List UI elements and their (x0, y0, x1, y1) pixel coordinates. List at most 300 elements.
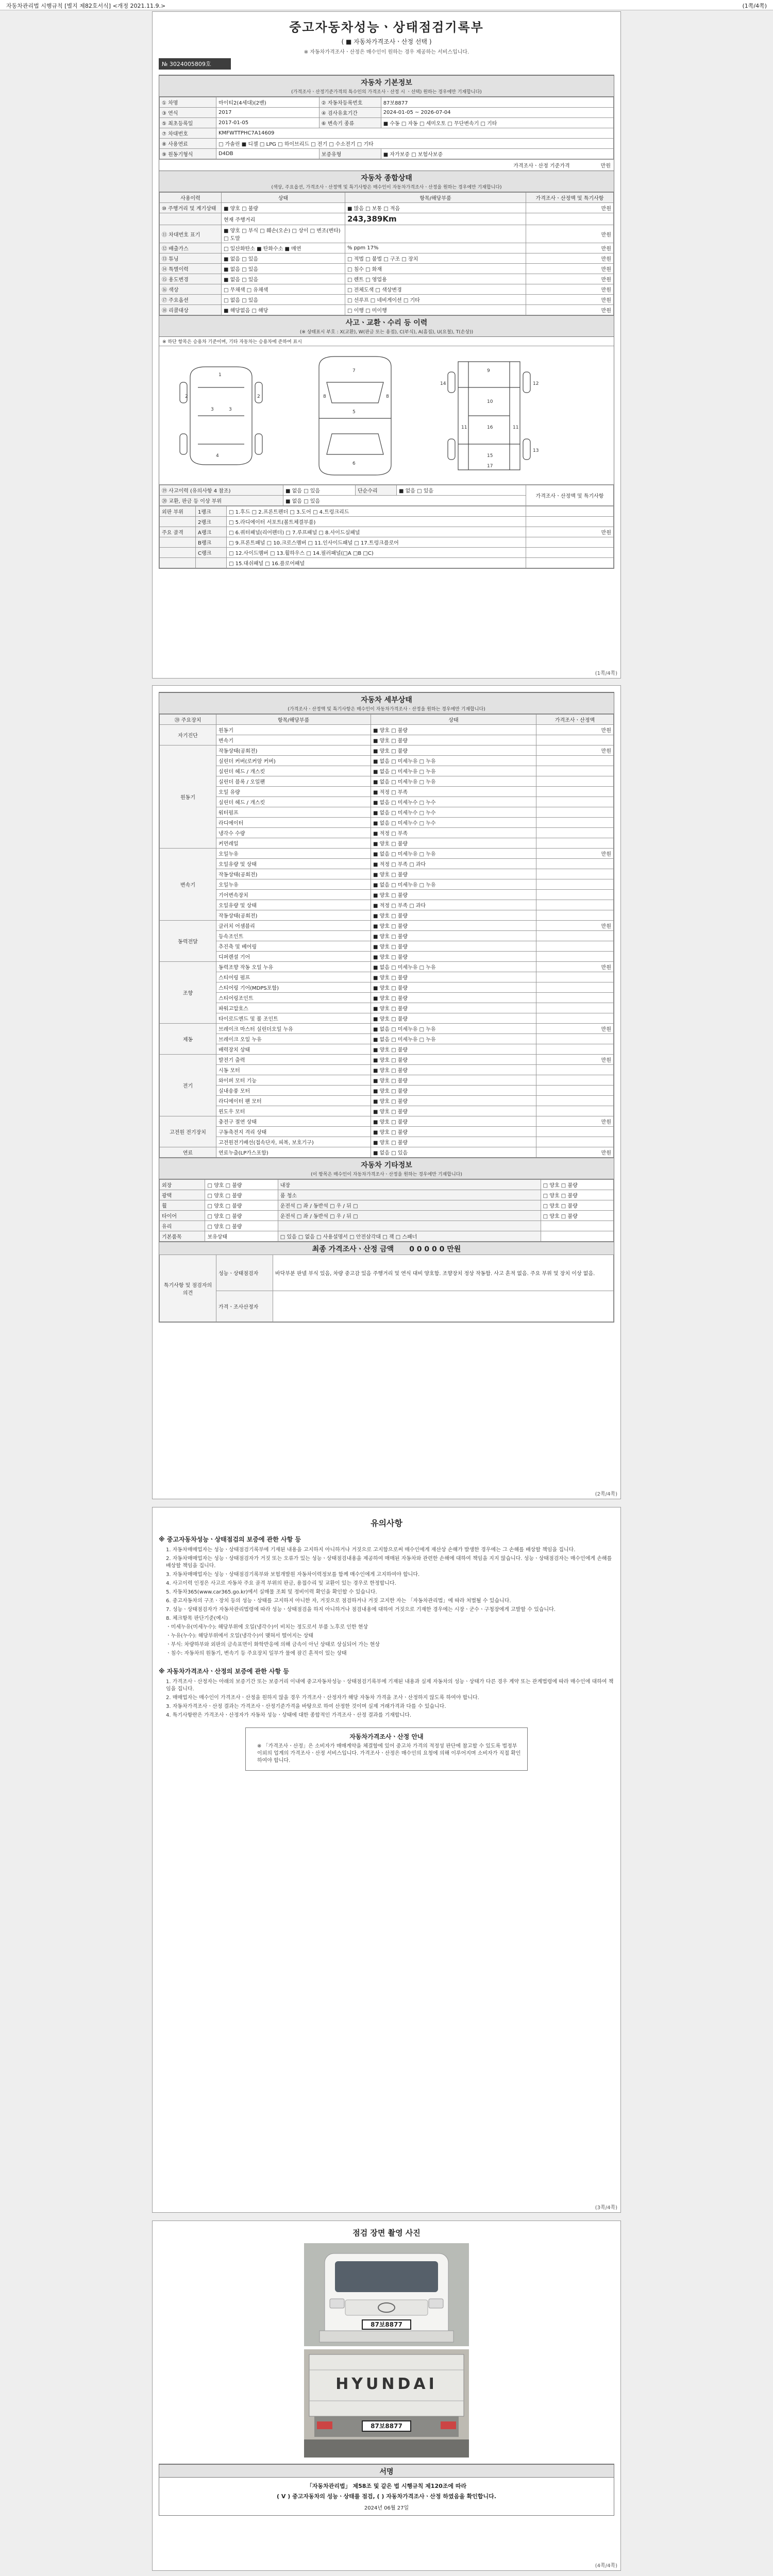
detail-part: 스티어링 펌프 (216, 972, 371, 982)
detail-group: 원동기 (160, 745, 216, 849)
detail-row (160, 1065, 614, 1075)
detail-row (160, 828, 614, 838)
rank-group: 주요 골격 (160, 527, 196, 537)
col-usage: 사용이력 (160, 193, 222, 203)
detail-price: 만원 (536, 1147, 614, 1158)
rank-items: □ 6.쿼터패널(리어펜더) □ 7.루프패널 □ 8.사이드실패널 (227, 527, 526, 537)
detail-price (536, 1034, 614, 1044)
detail-group: 고전원 전기장치 (160, 1116, 216, 1147)
page-4 (152, 2221, 621, 2571)
overall-price: 만원 (526, 305, 614, 315)
section-title-basic: 자동차 기본정보 (159, 75, 614, 88)
accident-note: ※ 하단 항목은 승용차 기준이며, 기타 자동차는 승용차에 준하여 표시 (162, 340, 302, 345)
detail-part: 오일유량 및 상태 (216, 900, 371, 910)
detail-price (536, 787, 614, 797)
rank-level: B랭크 (196, 537, 227, 548)
overall-item: ⑩ 주행거리 및 계기상태 (160, 203, 222, 213)
detail-row (160, 921, 614, 931)
svg-text:8: 8 (386, 394, 389, 399)
page-3 (152, 1507, 621, 2213)
detail-part: 추진축 및 베어링 (216, 941, 371, 952)
page-2 (152, 685, 621, 1499)
overall-detail (345, 225, 526, 243)
basic-label: ③ 연식 (160, 108, 216, 118)
detail-row (160, 910, 614, 921)
detail-price (536, 1044, 614, 1055)
overall-row (160, 274, 614, 284)
other-cell (541, 1231, 613, 1242)
detail-part: 라디에이터 (216, 818, 371, 828)
detail-status: ■ 양호 □ 불량 (371, 890, 536, 900)
rear-plate: 87보8877 (362, 2420, 411, 2432)
detail-part: 브레이크 오일 누유 (216, 1034, 371, 1044)
basic-value: □ 가솔린 ■ 디젤 □ LPG □ 하이브리드 □ 전기 □ 수소전기 □ 기타 (216, 139, 614, 149)
remarks-inspector-text: 바닥부분 판넬 부식 있음, 차량 중고감 있음 주행거리 및 연식 대비 양호함. 조향장치 정상 작동함. 사고 흔적 없음. 주요 부위 및 장치 이상 없음. (273, 1255, 614, 1291)
detail-part: 라디에이터 팬 모터 (216, 1096, 371, 1106)
detail-row (160, 725, 614, 735)
detail-price: 만원 (536, 1116, 614, 1127)
detail-status: ■ 양호 □ 불량 (371, 869, 536, 879)
detail-group: 변속기 (160, 849, 216, 921)
detail-price (536, 1106, 614, 1116)
svg-text:9: 9 (487, 368, 490, 374)
detail-part: 오일누유 (216, 879, 371, 890)
overall-item: ⑰ 주요옵션 (160, 295, 222, 305)
basic-row (160, 108, 614, 118)
svg-text:5: 5 (352, 410, 356, 415)
notice-section-2: ※ 자동차가격조사ㆍ산정의 보증에 관한 사항 등 (159, 1668, 289, 1675)
overall-row (160, 253, 614, 264)
svg-text:14: 14 (440, 381, 446, 386)
price-basis-label: 가격조사ㆍ산정 기준가격 (513, 163, 570, 169)
svg-text:2: 2 (185, 394, 188, 399)
car-outline-diagram (159, 346, 613, 485)
detail-part: 동력조향 작동 오일 누유 (216, 962, 371, 972)
document-title: 중고자동차성능ㆍ상태점검기록부 (289, 20, 484, 35)
overall-row (160, 305, 614, 315)
rank-items: □ 5.라디에이터 서포트(볼트체결부품) (227, 517, 526, 527)
parts-label: ⑳ 교환, 판금 등 이상 부위 (160, 496, 283, 506)
overall-state: ■ 없음 □ 있음 (222, 274, 345, 284)
notice-paragraph: 5. 자동차365(www.car365.go.kr)에서 실매물 조회 및 정비이력 확인을 확인할 수 있습니다. (166, 1589, 377, 1595)
overall-item: ⑱ 리콜대상 (160, 305, 222, 315)
overall-row (160, 225, 614, 243)
detail-row (160, 1075, 614, 1086)
detail-part: 구동축전지 격리 상태 (216, 1127, 371, 1137)
detail-part: 변속기 (216, 735, 371, 745)
rank-items: □ 12.사이드멤버 □ 13.휠하우스 □ 14.필러패널(□A □B □C) (227, 548, 526, 558)
overall-price: 만원 (526, 203, 614, 213)
mileage-spacer (160, 213, 222, 225)
overall-item: ⑭ 특별이력 (160, 264, 222, 274)
other-cell (541, 1221, 613, 1231)
detail-part: 타이로드엔드 및 볼 조인트 (216, 1013, 371, 1024)
basic-row (160, 118, 614, 128)
col-status: 상태 (371, 715, 536, 725)
col-price: 가격조사ㆍ산정액 및 특기사항 (526, 193, 614, 203)
svg-text:15: 15 (487, 453, 493, 459)
detail-part: 고전원전기배선(접속단자, 피복, 보호기구) (216, 1137, 371, 1147)
detail-status: ■ 양호 □ 불량 (371, 838, 536, 849)
detail-price (536, 776, 614, 787)
front-plate: 87보8877 (362, 2319, 411, 2330)
detail-price (536, 797, 614, 807)
detail-status: ■ 양호 □ 불량 (371, 725, 536, 735)
notice-paragraph: 1. 자동차매매업자는 성능ㆍ상태점검기록부에 기재된 내용을 고지하지 아니하거나 거짓으로 고지함으로써 매수인에게 재산상 손해가 발생한 경우에는 그 손해를 배상할 책임을 집니다. (166, 1547, 576, 1553)
sign-line-2: ( V ) 중고자동차의 성능ㆍ상태를 점검, ( ) 자동차가격조사ㆍ산정 하였음을 확인합니다. (277, 2493, 496, 2500)
overall-price: 만원 (526, 274, 614, 284)
col-amount: 가격조사ㆍ산정액 (536, 715, 614, 725)
detail-status: ■ 적정 □ 부족 (371, 787, 536, 797)
svg-text:4: 4 (216, 453, 219, 459)
page-number-2: (2쪽/4쪽) (595, 1492, 617, 1497)
detail-price (536, 1003, 614, 1013)
rank-price (526, 506, 614, 517)
remarks-label: 특기사항 및 점검자의 의견 (160, 1255, 216, 1322)
detail-part: 냉각수 수량 (216, 828, 371, 838)
col-detail: 항목/해당부품 (345, 193, 526, 203)
detail-status: ■ 양호 □ 불량 (371, 910, 536, 921)
detail-status: ■ 적정 □ 부족 □ 과다 (371, 859, 536, 869)
document-subtitle: ( ■ 자동차가격조사ㆍ산정 선택 ) (341, 38, 432, 45)
price-basis-value: 만원 (600, 163, 611, 169)
other-cell: □ 양호 □ 불량 (541, 1180, 613, 1190)
section-sub-detail: (가격조사ㆍ산정액 및 특기사항은 매수인이 자동차가격조사ㆍ산정을 원하는 경우에만 기재합니다) (159, 705, 614, 714)
photos-title: 점검 장면 촬영 사진 (352, 2228, 421, 2238)
page-number-4: (4쪽/4쪽) (595, 2563, 617, 2569)
detail-price: 만원 (536, 745, 614, 756)
mileage-label: 현재 주행거리 (222, 213, 345, 225)
basic-label-2: 보증유형 (319, 149, 381, 159)
detail-row (160, 982, 614, 993)
overall-price: 만원 (526, 253, 614, 264)
detail-status: ■ 양호 □ 불량 (371, 1003, 536, 1013)
detail-part: 실린더 커버(로커암 커버) (216, 756, 371, 766)
overall-item: ⑬ 튜닝 (160, 253, 222, 264)
rank-table (159, 506, 614, 568)
detail-price (536, 993, 614, 1003)
overall-detail: □ 침수 □ 화재 (345, 264, 526, 274)
detail-status: ■ 양호 □ 불량 (371, 1096, 536, 1106)
detail-row (160, 849, 614, 859)
detail-row (160, 900, 614, 910)
detail-status: ■ 없음 □ 미세누유 □ 누유 (371, 1024, 536, 1034)
overall-row (160, 203, 614, 213)
detail-price (536, 1127, 614, 1137)
notice-paragraph: 1. 가격조사ㆍ산정자는 아래의 보증기간 또는 보증거리 이내에 중고자동차성능ㆍ상태점검기록부에 기재된 내용과 실제 자동차의 성능ㆍ상태가 다른 경우 계약 또는 관계법령에 따라 매수인에 대하여 책임을 집니다. (166, 1679, 614, 1692)
detail-price: 만원 (536, 1024, 614, 1034)
overall-state: □ 없음 □ 있음 (222, 295, 345, 305)
other-cell: □ 양호 □ 불량 (205, 1180, 278, 1190)
detail-part: 배력장치 상태 (216, 1044, 371, 1055)
final-price-bar (159, 1242, 614, 1255)
detail-price (536, 818, 614, 828)
overall-item: ⑯ 색상 (160, 284, 222, 295)
document-note: ※ 자동차가격조사ㆍ산정은 매수인이 원하는 경우 제공하는 서비스입니다. (304, 49, 469, 55)
detail-row (160, 1096, 614, 1106)
rank-row (160, 537, 614, 548)
detail-status: ■ 없음 □ 미세누수 □ 누수 (371, 818, 536, 828)
section-sub-other: (이 항목은 매수인이 자동차가격조사ㆍ산정을 원하는 경우에만 기재합니다) (159, 1171, 614, 1179)
svg-text:8: 8 (323, 394, 326, 399)
overall-item: ⑮ 용도변경 (160, 274, 222, 284)
basic-label-2: ② 자동차등록번호 (319, 97, 381, 108)
parts-value: ■ 없음 □ 있음 (283, 496, 526, 506)
accident-table (159, 485, 614, 506)
detail-price (536, 1075, 614, 1086)
overall-row (160, 243, 614, 253)
basic-label-2: ④ 검사유효기간 (319, 108, 381, 118)
other-cell: 룸 청소 (278, 1190, 541, 1200)
overall-table (159, 192, 614, 315)
basic-value-2: ■ 자가보증 □ 보험사보증 (381, 149, 613, 159)
car-diagram (159, 346, 614, 485)
detail-price (536, 900, 614, 910)
rank-price (526, 548, 614, 558)
rank-items: □ 9.프론트패널 □ 10.크로스멤버 □ 11.인사이드패널 □ 17.트렁크플로어 (227, 537, 526, 548)
detail-price (536, 890, 614, 900)
notice-paragraph: 2. 매매업자는 매수인이 가격조사ㆍ산정을 원하지 않을 경우 가격조사ㆍ산정자가 해당 자동차 가격을 조사ㆍ산정하지 않도록 하여야 합니다. (166, 1695, 479, 1701)
svg-text:13: 13 (533, 448, 539, 453)
detail-price (536, 910, 614, 921)
col-device: ⑳ 주요장치 (160, 715, 216, 725)
other-cell: □ 양호 □ 불량 (541, 1200, 613, 1211)
svg-text:7: 7 (352, 368, 356, 374)
detail-status: ■ 없음 □ 미세누수 □ 누수 (371, 807, 536, 818)
detail-status: ■ 없음 □ 미세누유 □ 누유 (371, 879, 536, 890)
detail-row (160, 756, 614, 766)
notice-paragraph: 2. 자동차매매업자는 성능ㆍ상태점검자가 거짓 또는 오류가 있는 성능ㆍ상태점검내용을 제공하여 매매된 자동차와 관련한 손해에 대하여 책임을 지지 않습니다. 성능ㆍ상태점검자는 매수인에게 손해를 배상할 책임을 집니다. (166, 1556, 612, 1569)
overall-price: 만원 (526, 243, 614, 253)
detail-row (160, 1116, 614, 1127)
detail-status: ■ 양호 □ 불량 (371, 1044, 536, 1055)
basic-value-2: 2024-01-05 ~ 2026-07-04 (381, 108, 613, 118)
notice-paragraph: 3. 자동차매매업자는 성능ㆍ상태점검기록부와 보험개발원 자동차이력정보를 함께 매수인에게 고지하여야 합니다. (166, 1572, 420, 1578)
page-1 (152, 11, 621, 679)
detail-price (536, 879, 614, 890)
detail-price (536, 828, 614, 838)
page-number-3: (3쪽/4쪽) (595, 2205, 617, 2211)
detail-part: 작동상태(공회전) (216, 869, 371, 879)
rank-group (160, 517, 196, 527)
rear-photo (304, 2349, 469, 2458)
notice-paragraph: 7. 성능ㆍ상태점검자가 자동차관리법령에 따라 성능ㆍ상태점검을 하지 아니하거나 점검내용에 대하여 거짓으로 기재한 경우에는 시장ㆍ군수ㆍ구청장에게 고발할 수 있습니다. (166, 1607, 556, 1613)
detail-status: ■ 양호 □ 불량 (371, 1065, 536, 1075)
detail-part: 커먼레일 (216, 838, 371, 849)
detail-status: ■ 양호 □ 불량 (371, 1075, 536, 1086)
detail-part: 실린더 헤드 / 개스킷 (216, 797, 371, 807)
detail-row (160, 1024, 614, 1034)
detail-part: 충전구 절연 상태 (216, 1116, 371, 1127)
overall-price: 만원 (526, 225, 614, 243)
svg-text:1: 1 (219, 372, 222, 378)
notice-paragraph: ㆍ미세누유(미세누수): 해당부위에 오일(냉각수)이 비치는 정도로서 부품 노후로 인한 현상 (166, 1624, 368, 1630)
rank-row (160, 558, 614, 568)
detail-part: 오일 유량 (216, 787, 371, 797)
detail-price (536, 869, 614, 879)
detail-part: 연료누출(LP가스포함) (216, 1147, 371, 1158)
detail-status: ■ 양호 □ 불량 (371, 1106, 536, 1116)
rank-level: C랭크 (196, 548, 227, 558)
detail-part: 실내송풍 모터 (216, 1086, 371, 1096)
detail-part: 스티어링조인트 (216, 993, 371, 1003)
svg-text:6: 6 (352, 461, 356, 466)
detail-row (160, 879, 614, 890)
svg-text:2: 2 (257, 394, 260, 399)
detail-price (536, 1065, 614, 1075)
detail-row (160, 962, 614, 972)
detail-price (536, 838, 614, 849)
col-part: 항목/해당부품 (216, 715, 371, 725)
sign-date: 2024년 06월 27일 (364, 2505, 409, 2511)
detail-part: 실린더 블록 / 오일팬 (216, 776, 371, 787)
detail-row (160, 776, 614, 787)
detail-status: ■ 없음 □ 미세누유 □ 누유 (371, 756, 536, 766)
other-cell: □ 양호 □ 불량 (205, 1200, 278, 1211)
detail-status: ■ 양호 □ 불량 (371, 745, 536, 756)
rank-items: □ 15.대쉬패널 □ 16.플로어패널 (227, 558, 526, 568)
detail-status: ■ 양호 □ 불량 (371, 921, 536, 931)
detail-row (160, 1106, 614, 1116)
form-topbar (0, 0, 773, 10)
svg-text:3: 3 (211, 407, 214, 412)
appraisal-guide-text: ※ 「가격조사ㆍ산정」은 소비자가 매매계약을 체결함에 있어 중고차 가격의 적정성 판단에 참고할 수 있도록 법정부 이외의 업계의 가격조사ㆍ산정 서비스입니다. 가격조사ㆍ산정은 매수인의 요청에 의해 이루어지며 소비자가 직접 확인하여야 합니다. (257, 1743, 521, 1764)
other-row (160, 1211, 614, 1221)
front-photo (304, 2243, 469, 2346)
detail-part: 클러치 어셈블리 (216, 921, 371, 931)
detail-row (160, 993, 614, 1003)
rank-level (196, 558, 227, 568)
detail-part: 작동상태(공회전) (216, 910, 371, 921)
detail-row (160, 1137, 614, 1147)
detail-part: 워터펌프 (216, 807, 371, 818)
accident-history-value: ■ 없음 □ 있음 (283, 485, 356, 496)
detail-status: ■ 없음 □ 미세누유 □ 누유 (371, 962, 536, 972)
detail-status: ■ 양호 □ 불량 (371, 931, 536, 941)
detail-price (536, 931, 614, 941)
other-cell: □ 양호 □ 불량 (541, 1211, 613, 1221)
basic-label: ⑧ 사용연료 (160, 139, 216, 149)
remarks-inspector-label: 성능ㆍ상태점검자 (216, 1255, 273, 1291)
detail-part: 브레이크 마스터 실린더오일 누유 (216, 1024, 371, 1034)
detail-row (160, 797, 614, 807)
overall-row (160, 295, 614, 305)
overall-detail: % ppm 17% (345, 243, 526, 253)
detail-price: 만원 (536, 921, 614, 931)
overall-state: ■ 양호 □ 불량 (222, 203, 345, 213)
notice-paragraph: 6. 중고자동차의 구조ㆍ장치 등의 성능ㆍ상태를 고지하지 아니한 자, 거짓으로 점검하거나 거짓 고지한 자는 「자동차관리법」에 따라 처벌될 수 있습니다. (166, 1598, 511, 1604)
detail-part: 작동상태(공회전) (216, 745, 371, 756)
basic-label: ① 차명 (160, 97, 216, 108)
detail-part: 디퍼렌셜 기어 (216, 952, 371, 962)
detail-part: 오일누유 (216, 849, 371, 859)
other-cell: 유리 (160, 1221, 205, 1231)
detail-price (536, 766, 614, 776)
basic-label: ⑤ 최초등록일 (160, 118, 216, 128)
svg-text:16: 16 (487, 425, 493, 430)
section-sub-accident: (※ 상태표시 부호 : X(교환), W(판금 또는 용접), C(부식), A(흠집), U(요철), T(손상)) (159, 328, 614, 337)
other-cell: 기본품목 (160, 1231, 205, 1242)
final-price-title: 최종 가격조사ㆍ산정 금액 (312, 1245, 394, 1253)
basic-value: 2017 (216, 108, 320, 118)
rank-group (160, 548, 196, 558)
detail-part: 스티어링 기어(MDPS포함) (216, 982, 371, 993)
detail-status: ■ 양호 □ 불량 (371, 1137, 536, 1147)
detail-status: ■ 양호 □ 불량 (371, 982, 536, 993)
detail-status: ■ 없음 □ 미세누수 □ 누수 (371, 797, 536, 807)
truck-rear-image (304, 2349, 469, 2458)
accident-history-label: ⑲ 사고이력 (유의사항 4 참조) (160, 485, 283, 496)
detail-status: ■ 적정 □ 부족 □ 과다 (371, 900, 536, 910)
overall-detail: □ 전체도색 □ 색상변경 (345, 284, 526, 295)
detail-status: ■ 없음 □ 미세누유 □ 누유 (371, 766, 536, 776)
detail-group: 조향 (160, 962, 216, 1024)
other-cell: 타이어 (160, 1211, 205, 1221)
detail-status: ■ 양호 □ 불량 (371, 941, 536, 952)
section-sub-overall: (색상, 주요옵션, 가격조사ㆍ산정액 및 특기사항은 매수인이 자동차가격조사ㆍ산정을 원하는 경우에만 기재합니다) (159, 183, 614, 192)
detail-part: 오일유량 및 상태 (216, 859, 371, 869)
detail-part: 와이퍼 모터 기능 (216, 1075, 371, 1086)
rank-level: A랭크 (196, 527, 227, 537)
detail-status: ■ 없음 □ 미세누유 □ 누유 (371, 776, 536, 787)
detail-status: ■ 양호 □ 불량 (371, 1055, 536, 1065)
detail-part: 윈도우 모터 (216, 1106, 371, 1116)
detail-row (160, 1086, 614, 1096)
detail-row (160, 745, 614, 756)
detail-group: 자기진단 (160, 725, 216, 745)
notice-paragraph: 3. 자동차가격조사ㆍ산정 결과는 가격조사ㆍ산정기준가격을 바탕으로 하여 산정한 것이며 실제 거래가격과 다를 수 있습니다. (166, 1704, 446, 1709)
detail-status: ■ 양호 □ 불량 (371, 1127, 536, 1137)
rank-row (160, 506, 614, 517)
detail-part: 파워고압호스 (216, 1003, 371, 1013)
simple-repair-value: ■ 없음 □ 있음 (397, 485, 526, 496)
detail-row (160, 1003, 614, 1013)
other-cell: □ 양호 □ 불량 (541, 1190, 613, 1200)
detail-group: 제동 (160, 1024, 216, 1055)
notice-paragraph: ㆍ부식: 차량하부와 외판의 금속표면이 화학반응에 의해 금속이 아닌 상태로 상실되어 가는 현상 (166, 1642, 380, 1648)
notice-section-1: ※ 중고자동차성능ㆍ상태점검의 보증에 관한 사항 등 (159, 1536, 301, 1543)
detail-part: 발전기 출력 (216, 1055, 371, 1065)
rank-row (160, 548, 614, 558)
detail-price: 만원 (536, 1055, 614, 1065)
basic-value: KMFWTTPHC7A14609 (216, 128, 614, 139)
detail-row (160, 818, 614, 828)
basic-value: 마이티2(4세대)(2밴) (216, 97, 320, 108)
detail-price: 만원 (536, 962, 614, 972)
rank-group (160, 558, 196, 568)
col-state: 상태 (222, 193, 345, 203)
other-cell: □ 양호 □ 불량 (205, 1190, 278, 1200)
overall-price: 만원 (526, 295, 614, 305)
overall-state: □ 일산화탄소 ■ 탄화수소 ■ 매연 (222, 243, 345, 253)
detail-price (536, 941, 614, 952)
rank-level: 2랭크 (196, 517, 227, 527)
svg-text:11: 11 (461, 425, 467, 430)
overall-row (160, 284, 614, 295)
detail-row (160, 941, 614, 952)
rank-level: 1랭크 (196, 506, 227, 517)
detail-row (160, 838, 614, 849)
detail-status: ■ 없음 □ 미세누유 □ 누유 (371, 1034, 536, 1044)
other-cell: 내장 (278, 1180, 541, 1190)
other-cell: 보유상태 (205, 1231, 278, 1242)
overall-detail: □ 렌트 □ 영업용 (345, 274, 526, 284)
remarks-table (159, 1255, 614, 1322)
remarks-appraiser-label: 가격ㆍ조사산정자 (216, 1291, 273, 1322)
overall-item: ⑫ 배출가스 (160, 243, 222, 253)
detail-price (536, 982, 614, 993)
detail-status: ■ 양호 □ 불량 (371, 735, 536, 745)
